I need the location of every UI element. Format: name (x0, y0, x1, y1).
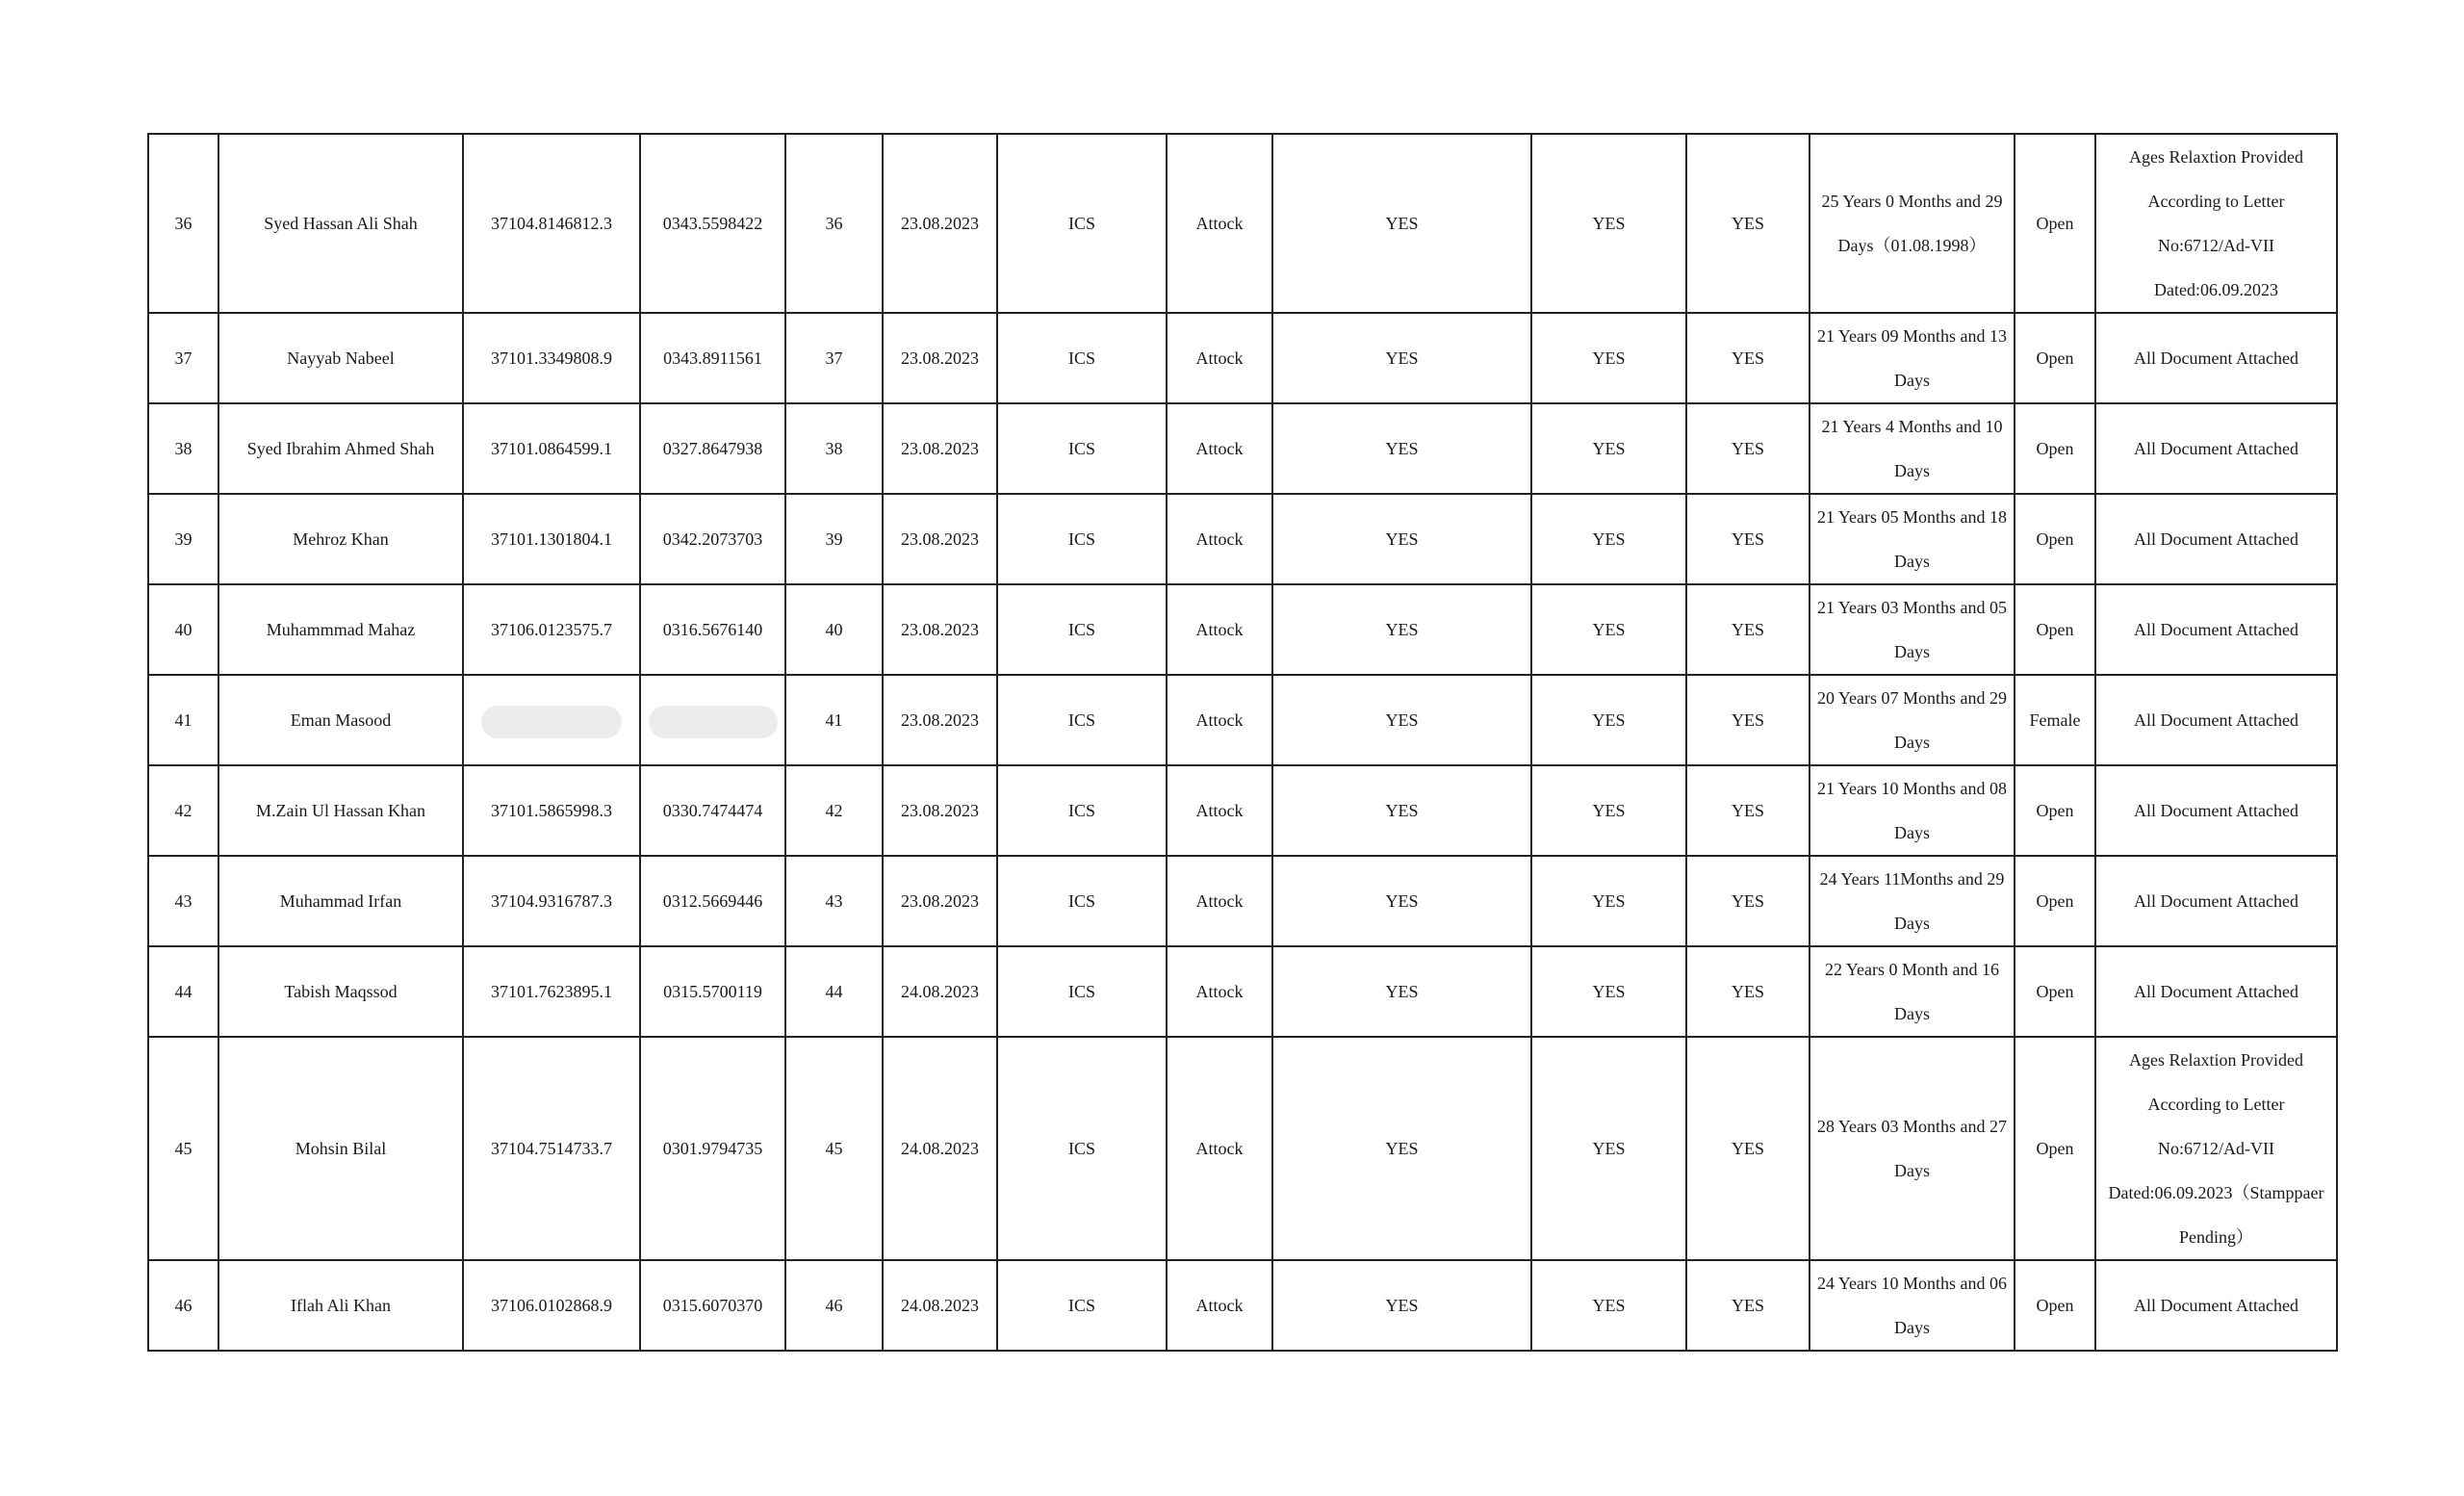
date-cell: 23.08.2023 (883, 134, 997, 313)
district-cell: Attock (1167, 494, 1272, 584)
table-row (148, 494, 2337, 584)
check-cell-1: YES (1272, 946, 1531, 1037)
number-cell: 43 (785, 856, 883, 946)
check-cell-1: YES (1272, 675, 1531, 765)
number-cell: 41 (785, 675, 883, 765)
age-cell: 24 Years 10 Months and 06 Days (1810, 1260, 2015, 1351)
exam-cell: ICS (997, 675, 1167, 765)
cell-number-cell: 0315.5700119 (640, 946, 785, 1037)
check-cell-3: YES (1686, 1037, 1810, 1260)
district-cell: Attock (1167, 946, 1272, 1037)
quota-cell: Open (2015, 313, 2095, 403)
check-cell-3: YES (1686, 403, 1810, 494)
check-cell-2: YES (1531, 765, 1686, 856)
redacted-cnic (481, 706, 622, 738)
age-cell: 21 Years 10 Months and 08 Days (1810, 765, 2015, 856)
check-cell-2: YES (1531, 584, 1686, 675)
date-cell: 24.08.2023 (883, 1260, 997, 1351)
remarks-cell: All Document Attached (2095, 313, 2337, 403)
cell-number-cell: 0327.8647938 (640, 403, 785, 494)
number-cell: 42 (785, 765, 883, 856)
serial-cell: 42 (148, 765, 218, 856)
district-cell: Attock (1167, 584, 1272, 675)
serial-cell: 38 (148, 403, 218, 494)
check-cell-3: YES (1686, 856, 1810, 946)
check-cell-2: YES (1531, 856, 1686, 946)
cnic-cell: 37106.0123575.7 (463, 584, 640, 675)
check-cell-2: YES (1531, 675, 1686, 765)
table-row (148, 765, 2337, 856)
table-row (148, 584, 2337, 675)
check-cell-1: YES (1272, 856, 1531, 946)
date-cell: 23.08.2023 (883, 675, 997, 765)
check-cell-3: YES (1686, 134, 1810, 313)
table-row (148, 1260, 2337, 1351)
exam-cell: ICS (997, 584, 1167, 675)
date-cell: 23.08.2023 (883, 856, 997, 946)
exam-cell: ICS (997, 765, 1167, 856)
number-cell: 45 (785, 1037, 883, 1260)
date-cell: 23.08.2023 (883, 403, 997, 494)
cnic-cell: 37101.1301804.1 (463, 494, 640, 584)
serial-cell: 44 (148, 946, 218, 1037)
cnic-cell (463, 675, 640, 765)
name-cell: M.Zain Ul Hassan Khan (218, 765, 463, 856)
check-cell-1: YES (1272, 584, 1531, 675)
remarks-cell: All Document Attached (2095, 403, 2337, 494)
check-cell-1: YES (1272, 134, 1531, 313)
serial-cell: 45 (148, 1037, 218, 1260)
serial-cell: 36 (148, 134, 218, 313)
date-cell: 23.08.2023 (883, 494, 997, 584)
name-cell: Tabish Maqssod (218, 946, 463, 1037)
check-cell-3: YES (1686, 494, 1810, 584)
quota-cell: Open (2015, 494, 2095, 584)
age-cell: 21 Years 03 Months and 05 Days (1810, 584, 2015, 675)
remarks-cell: All Document Attached (2095, 856, 2337, 946)
cnic-cell: 37104.9316787.3 (463, 856, 640, 946)
age-cell: 21 Years 4 Months and 10 Days (1810, 403, 2015, 494)
quota-cell: Open (2015, 1037, 2095, 1260)
cnic-cell: 37101.0864599.1 (463, 403, 640, 494)
exam-cell: ICS (997, 313, 1167, 403)
redacted-cell-number (649, 706, 778, 738)
check-cell-1: YES (1272, 765, 1531, 856)
quota-cell: Open (2015, 1260, 2095, 1351)
table-row (148, 1037, 2337, 1260)
check-cell-2: YES (1531, 1260, 1686, 1351)
district-cell: Attock (1167, 675, 1272, 765)
table-row (148, 313, 2337, 403)
exam-cell: ICS (997, 946, 1167, 1037)
name-cell: Nayyab Nabeel (218, 313, 463, 403)
serial-cell: 46 (148, 1260, 218, 1351)
remarks-cell: Ages Relaxtion Provided According to Letter No:6712/Ad-VII Dated:06.09.2023 (2095, 134, 2337, 313)
serial-cell: 43 (148, 856, 218, 946)
exam-cell: ICS (997, 134, 1167, 313)
cell-number-cell: 0343.5598422 (640, 134, 785, 313)
age-cell: 21 Years 09 Months and 13 Days (1810, 313, 2015, 403)
age-cell: 24 Years 11Months and 29 Days (1810, 856, 2015, 946)
name-cell: Eman Masood (218, 675, 463, 765)
cell-number-cell: 0342.2073703 (640, 494, 785, 584)
number-cell: 37 (785, 313, 883, 403)
exam-cell: ICS (997, 494, 1167, 584)
number-cell: 40 (785, 584, 883, 675)
name-cell: Mehroz Khan (218, 494, 463, 584)
table-row (148, 403, 2337, 494)
number-cell: 46 (785, 1260, 883, 1351)
exam-cell: ICS (997, 1260, 1167, 1351)
number-cell: 38 (785, 403, 883, 494)
quota-cell: Open (2015, 765, 2095, 856)
district-cell: Attock (1167, 313, 1272, 403)
age-cell: 28 Years 03 Months and 27 Days (1810, 1037, 2015, 1260)
district-cell: Attock (1167, 134, 1272, 313)
name-cell: Muhammad Irfan (218, 856, 463, 946)
remarks-cell: All Document Attached (2095, 584, 2337, 675)
check-cell-1: YES (1272, 494, 1531, 584)
quota-cell: Open (2015, 584, 2095, 675)
check-cell-1: YES (1272, 403, 1531, 494)
cell-number-cell: 0343.8911561 (640, 313, 785, 403)
cell-number-cell: 0312.5669446 (640, 856, 785, 946)
cnic-cell: 37104.8146812.3 (463, 134, 640, 313)
check-cell-1: YES (1272, 1260, 1531, 1351)
cnic-cell: 37106.0102868.9 (463, 1260, 640, 1351)
cell-number-cell (640, 675, 785, 765)
check-cell-2: YES (1531, 494, 1686, 584)
quota-cell: Open (2015, 403, 2095, 494)
age-cell: 21 Years 05 Months and 18 Days (1810, 494, 2015, 584)
exam-cell: ICS (997, 1037, 1167, 1260)
cell-number-cell: 0330.7474474 (640, 765, 785, 856)
remarks-cell: All Document Attached (2095, 946, 2337, 1037)
age-cell: 20 Years 07 Months and 29 Days (1810, 675, 2015, 765)
check-cell-2: YES (1531, 134, 1686, 313)
check-cell-3: YES (1686, 765, 1810, 856)
check-cell-1: YES (1272, 313, 1531, 403)
cell-number-cell: 0301.9794735 (640, 1037, 785, 1260)
exam-cell: ICS (997, 403, 1167, 494)
cell-number-cell: 0316.5676140 (640, 584, 785, 675)
check-cell-2: YES (1531, 946, 1686, 1037)
date-cell: 23.08.2023 (883, 313, 997, 403)
exam-cell: ICS (997, 856, 1167, 946)
remarks-cell: Ages Relaxtion Provided According to Letter No:6712/Ad-VII Dated:06.09.2023（Stamppaer Pending） (2095, 1037, 2337, 1260)
number-cell: 39 (785, 494, 883, 584)
check-cell-3: YES (1686, 584, 1810, 675)
check-cell-3: YES (1686, 675, 1810, 765)
quota-cell: Female (2015, 675, 2095, 765)
table-row (148, 856, 2337, 946)
date-cell: 23.08.2023 (883, 765, 997, 856)
check-cell-3: YES (1686, 1260, 1810, 1351)
table-body (148, 134, 2337, 1351)
cnic-cell: 37104.7514733.7 (463, 1037, 640, 1260)
age-cell: 22 Years 0 Month and 16 Days (1810, 946, 2015, 1037)
name-cell: Iflah Ali Khan (218, 1260, 463, 1351)
check-cell-2: YES (1531, 313, 1686, 403)
remarks-cell: All Document Attached (2095, 675, 2337, 765)
cell-number-cell: 0315.6070370 (640, 1260, 785, 1351)
number-cell: 36 (785, 134, 883, 313)
quota-cell: Open (2015, 856, 2095, 946)
check-cell-1: YES (1272, 1037, 1531, 1260)
district-cell: Attock (1167, 1037, 1272, 1260)
remarks-cell: All Document Attached (2095, 1260, 2337, 1351)
date-cell: 24.08.2023 (883, 1037, 997, 1260)
remarks-cell: All Document Attached (2095, 765, 2337, 856)
cnic-cell: 37101.3349808.9 (463, 313, 640, 403)
table-row (148, 134, 2337, 313)
district-cell: Attock (1167, 1260, 1272, 1351)
serial-cell: 37 (148, 313, 218, 403)
applicants-table (147, 133, 2338, 1352)
quota-cell: Open (2015, 134, 2095, 313)
check-cell-3: YES (1686, 946, 1810, 1037)
check-cell-2: YES (1531, 1037, 1686, 1260)
number-cell: 44 (785, 946, 883, 1037)
name-cell: Mohsin Bilal (218, 1037, 463, 1260)
check-cell-2: YES (1531, 403, 1686, 494)
date-cell: 23.08.2023 (883, 584, 997, 675)
district-cell: Attock (1167, 856, 1272, 946)
remarks-cell: All Document Attached (2095, 494, 2337, 584)
district-cell: Attock (1167, 765, 1272, 856)
age-cell: 25 Years 0 Months and 29 Days（01.08.1998） (1810, 134, 2015, 313)
check-cell-3: YES (1686, 313, 1810, 403)
serial-cell: 40 (148, 584, 218, 675)
serial-cell: 41 (148, 675, 218, 765)
table-row (148, 675, 2337, 765)
serial-cell: 39 (148, 494, 218, 584)
table-row (148, 946, 2337, 1037)
district-cell: Attock (1167, 403, 1272, 494)
cnic-cell: 37101.7623895.1 (463, 946, 640, 1037)
cnic-cell: 37101.5865998.3 (463, 765, 640, 856)
name-cell: Syed Ibrahim Ahmed Shah (218, 403, 463, 494)
name-cell: Muhammmad Mahaz (218, 584, 463, 675)
name-cell: Syed Hassan Ali Shah (218, 134, 463, 313)
date-cell: 24.08.2023 (883, 946, 997, 1037)
quota-cell: Open (2015, 946, 2095, 1037)
